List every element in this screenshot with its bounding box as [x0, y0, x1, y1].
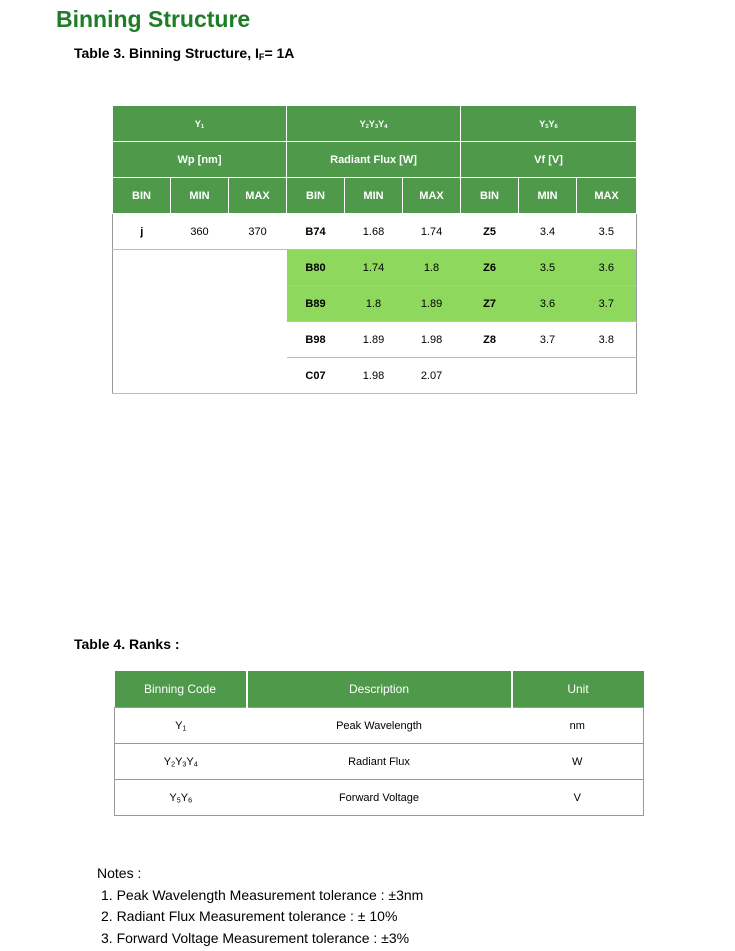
vf-bin: Z7 — [461, 286, 519, 322]
group-param-flux: Radiant Flux [W] — [287, 142, 461, 178]
flux-min: 1.8 — [345, 286, 403, 322]
col-header-description: Description — [247, 671, 512, 708]
group-param-voltage: Vf [V] — [461, 142, 637, 178]
wp-bin: j — [113, 214, 171, 250]
vf-max: 3.6 — [577, 250, 637, 286]
description: Peak Wavelength — [247, 708, 512, 744]
empty-cell — [113, 250, 287, 394]
flux-bin: B89 — [287, 286, 345, 322]
note-item: 1. Peak Wavelength Measurement tolerance : ±3nm — [101, 886, 424, 903]
vf-min: 3.5 — [519, 250, 577, 286]
notes — [97, 863, 423, 949]
wp-min: 360 — [171, 214, 229, 250]
table3-caption: Table 3. Binning Structure, $I_F= 1A$ — [74, 45, 295, 62]
flux-max: 1.98 — [403, 322, 461, 358]
col-header: MIN — [519, 178, 577, 214]
flux-bin: C07 — [287, 358, 345, 394]
table-row — [115, 780, 644, 816]
table-row — [113, 214, 637, 250]
ranks-table — [114, 671, 644, 816]
flux-max: 2.07 — [403, 358, 461, 394]
binning-code: $Y_2Y_3Y_4$ — [115, 744, 247, 780]
note-item: 3. Forward Voltage Measurement tolerance : ±3% — [101, 929, 410, 946]
table-row — [115, 744, 644, 780]
flux-bin: B80 — [287, 250, 345, 286]
notes-heading: Notes : — [97, 865, 142, 881]
vf-max: 3.5 — [577, 214, 637, 250]
unit: V — [512, 780, 644, 816]
col-header: MAX — [229, 178, 287, 214]
col-header: BIN — [461, 178, 519, 214]
binning-structure-table — [112, 105, 637, 394]
group-param-wavelength: Wp [nm] — [113, 142, 287, 178]
group-code-wavelength: $Y_1$ — [113, 106, 287, 142]
group-code-voltage: $Y_5Y_6$ — [461, 106, 637, 142]
binning-code: $Y_1$ — [115, 708, 247, 744]
col-header: MAX — [577, 178, 637, 214]
unit: nm — [512, 708, 644, 744]
vf-bin: Z6 — [461, 250, 519, 286]
flux-max: 1.74 — [403, 214, 461, 250]
binning-code: $Y_5Y_6$ — [115, 780, 247, 816]
empty-cell — [461, 358, 637, 394]
flux-max: 1.8 — [403, 250, 461, 286]
col-header-binning-code: Binning Code — [115, 671, 247, 708]
vf-max: 3.7 — [577, 286, 637, 322]
description: Forward Voltage — [247, 780, 512, 816]
flux-max: 1.89 — [403, 286, 461, 322]
vf-bin: Z5 — [461, 214, 519, 250]
flux-bin: B98 — [287, 322, 345, 358]
description: Radiant Flux — [247, 744, 512, 780]
table4-caption: Table 4. Ranks : — [74, 636, 180, 652]
page-title: Binning Structure — [56, 6, 251, 32]
flux-min: 1.74 — [345, 250, 403, 286]
flux-min: 1.68 — [345, 214, 403, 250]
col-header-unit: Unit — [512, 671, 644, 708]
col-header: MIN — [171, 178, 229, 214]
flux-min: 1.98 — [345, 358, 403, 394]
vf-max: 3.8 — [577, 322, 637, 358]
flux-bin: B74 — [287, 214, 345, 250]
col-header: BIN — [287, 178, 345, 214]
vf-min: 3.7 — [519, 322, 577, 358]
vf-bin: Z8 — [461, 322, 519, 358]
vf-min: 3.6 — [519, 286, 577, 322]
col-header: BIN — [113, 178, 171, 214]
wp-max: 370 — [229, 214, 287, 250]
table-row — [115, 708, 644, 744]
vf-min: 3.4 — [519, 214, 577, 250]
group-code-flux: $Y_2Y_3Y_4$ — [287, 106, 461, 142]
flux-min: 1.89 — [345, 322, 403, 358]
col-header: MIN — [345, 178, 403, 214]
col-header: MAX — [403, 178, 461, 214]
unit: W — [512, 744, 644, 780]
note-item: 2. Radiant Flux Measurement tolerance : ± 10% — [101, 908, 398, 924]
table-row — [113, 250, 637, 286]
